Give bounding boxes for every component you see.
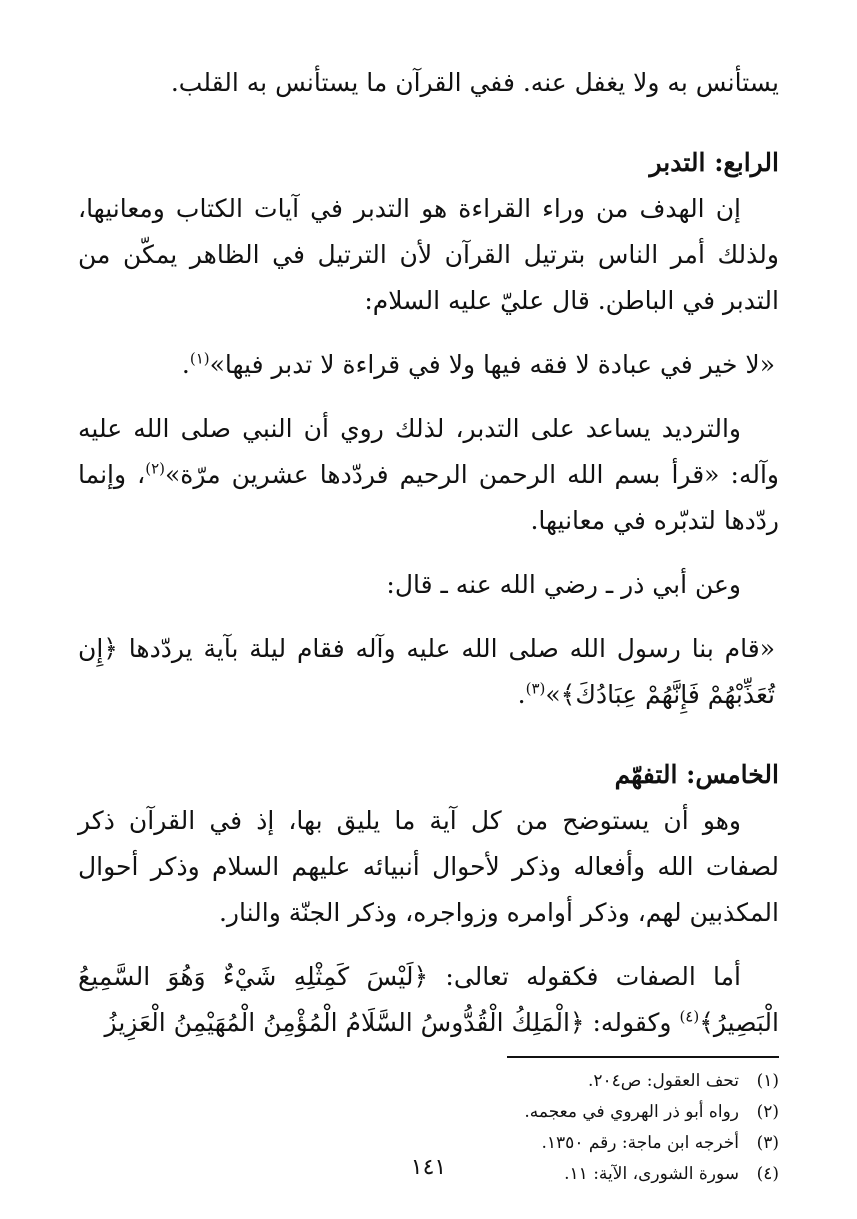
paragraph-continuation: يستأنس به ولا يغفل عنه. ففي القرآن ما يستأنس به القلب. (170, 68, 779, 97)
quote-ali-text: «لا خير في عبادة لا فقه فيها ولا في قراءة لا تدبر فيها» (209, 350, 775, 379)
footnote-ref-4: (٤) (679, 1007, 700, 1026)
quote-ali: «لا خير في عبادة لا فقه فيها ولا في قراءة لا تدبر فيها»$^{(١)}$. (181, 349, 775, 379)
section-heading-reflection: الرابع: التدبر (649, 148, 779, 177)
quote-prophet: «قام بنا رسول الله صلى الله عليه وآله فقام ليلة بآية يردّدها ﴿إِن تُعَذِّبْهُمْ فَإِنَّهُمْ عِبَادُكَ﴾»$^{(٣)}$. (78, 634, 775, 709)
footnote-2 (78, 1097, 779, 1128)
footnote-ref-1: (١) (189, 349, 210, 368)
paragraph-repetition (78, 406, 779, 544)
footnote-2-number: (٢) (756, 1102, 779, 1122)
paragraph-repetition-tail: ، وإنما ردّدها لتدبّره في معانيها. (78, 460, 779, 535)
footnote-1-text: تحف العقول: ص٢٠٤. (587, 1071, 739, 1091)
paragraph-reflection-intro: إن الهدف من وراء القراءة هو التدبر في آيات الكتاب ومعانيها، ولذلك أمر الناس بترتيل القرآن لأن الترتيل في الظاهر يمكّن من التدبر في الباطن. قال عليّ عليه السلام: (78, 194, 779, 315)
paragraph-repetition-text: والترديد يساعد على التدبر، لذلك روي أن النبي صلى الله عليه وآله: «قرأ بسم الله الرحمن الرحيم فردّدها عشرين مرّة» (78, 414, 780, 489)
paragraph-understanding-intro: وهو أن يستوضح من كل آية ما يليق بها، إذ في القرآن ذكر لصفات الله وأفعاله وذكر لأحوال أنبيائه عليهم السلام وذكر أحوال المكذبين لهم، وذكر أوامره وزواجره، وذكر الجنّة والنار. (78, 806, 779, 927)
footnote-2-text: رواه أبو ذر الهروي في معجمه. (524, 1102, 739, 1122)
footnote-4-text: سورة الشورى، الآية: ١١. (564, 1164, 739, 1184)
footnote-ref-2: (٢) (145, 459, 165, 478)
footnote-ref-3: (٣) (525, 679, 546, 698)
page-number: ١٤١ (410, 1155, 447, 1180)
quote-prophet-text: «قام بنا رسول الله صلى الله عليه وآله فقام ليلة بآية يردّدها ﴿إِن تُعَذِّبْهُمْ فَإِنَّهُمْ عِبَادُكَ﴾» (78, 634, 775, 709)
footnote-1 (78, 1066, 779, 1097)
paragraph-abu-dharr: وعن أبي ذر ـ رضي الله عنه ـ قال: (386, 570, 741, 599)
page-body (78, 60, 779, 1219)
quote-block-prophet (78, 626, 779, 718)
footnote-3-text: أخرجه ابن ماجة: رقم ١٣٥٠. (541, 1133, 739, 1153)
footnote-separator (507, 1056, 779, 1058)
section-heading-understanding: الخامس: التفهّم (614, 760, 779, 789)
quote-block-ali (78, 342, 779, 388)
footnote-3-number: (٣) (756, 1133, 779, 1153)
paragraph-attributes-tail: وكقوله: ﴿الْمَلِكُ الْقُدُّوسُ السَّلَامُ الْمُؤْمِنُ الْمُهَيْمِنُ الْعَزِيزُ (104, 1008, 680, 1037)
footnote-1-number: (١) (756, 1071, 779, 1091)
footnote-4-number: (٤) (756, 1164, 779, 1184)
paragraph-attributes-text: أما الصفات فكقوله تعالى: ﴿لَيْسَ كَمِثْلِهِ شَيْءٌ وَهُوَ السَّمِيعُ الْبَصِيرُ﴾ (78, 962, 779, 1037)
paragraph-attributes (78, 954, 779, 1046)
